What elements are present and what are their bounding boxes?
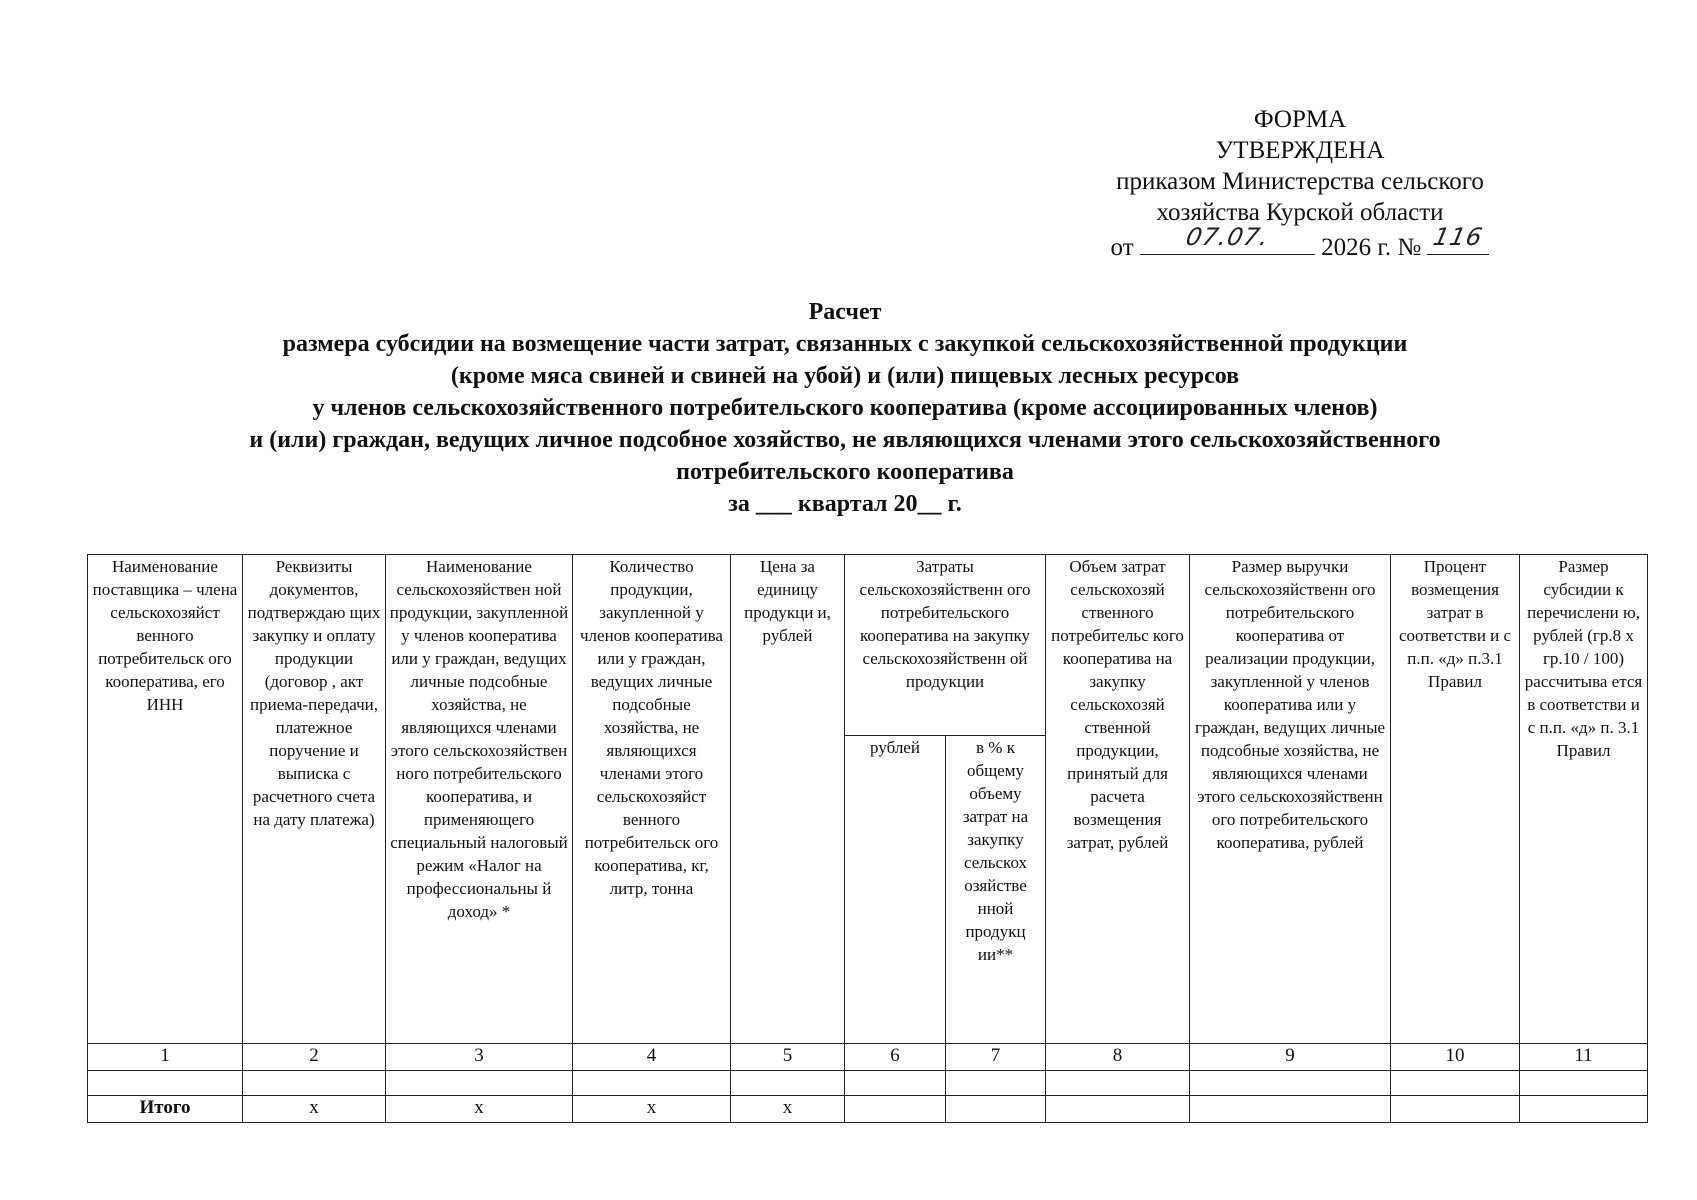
table-cell[interactable]: [1391, 1071, 1520, 1096]
approval-order-line: приказом Министерства сельского: [1116, 168, 1484, 195]
date-handwritten: 07.07.: [1183, 223, 1272, 251]
table-cell[interactable]: [731, 1071, 845, 1096]
subsidy-calculation-table: [87, 554, 1648, 1123]
column-number: 5: [731, 1044, 845, 1071]
document-title: [60, 296, 1630, 520]
table-cell[interactable]: [573, 1071, 731, 1096]
header-row-1: [88, 555, 1648, 736]
approval-stamp: [1080, 104, 1520, 263]
order-number-handwritten: 116: [1431, 223, 1486, 251]
header-costs-percent: в % к общему объему затрат на закупку сельскох озяйстве нной продукц ии**: [946, 736, 1046, 1044]
column-number: 11: [1520, 1044, 1648, 1071]
total-cell: x: [731, 1096, 845, 1123]
column-number: 2: [243, 1044, 386, 1071]
table-cell[interactable]: [1520, 1071, 1648, 1096]
total-cell: x: [243, 1096, 386, 1123]
header-costs-accepted: Объем затрат сельскохозяй ственного потребительс кого кооператива на закупку сельскохозяй ственной продукции, принятый для расчета возмещения затрат, рублей: [1046, 555, 1190, 1044]
table-cell[interactable]: [946, 1071, 1046, 1096]
approval-date-line: [1080, 223, 1520, 263]
header-supplier: Наименование поставщика – члена сельскохозяйст венного потребительск ого кооператива, его ИНН: [88, 555, 243, 1044]
date-field: [1140, 223, 1315, 255]
header-costs-rubles: рублей: [845, 736, 946, 1044]
total-cell[interactable]: [1046, 1096, 1190, 1123]
title-line-1: Расчет: [808, 299, 882, 325]
order-number-field: [1427, 223, 1489, 255]
approval-form-label: ФОРМА: [1253, 106, 1347, 133]
total-cell[interactable]: [1391, 1096, 1520, 1123]
header-product-name: Наименование сельскохозяйствен ной продукции, закупленной у членов кооператива или у граждан, ведущих личные подсобные хозяйства, не являющихся членами этого сельскохозяйствен ного потребительского кооператива, и применяющего специальный налоговый режим «Налог на профессиональны й доход» *: [386, 555, 573, 1044]
table-cell[interactable]: [845, 1071, 946, 1096]
total-cell: x: [386, 1096, 573, 1123]
title-line-5: и (или) граждан, ведущих личное подсобное хозяйство, не являющихся членами этого сельскохозяйственного: [249, 427, 1441, 453]
title-line-4: у членов сельскохозяйственного потребительского кооператива (кроме ассоциированных членов): [312, 395, 1378, 421]
title-line-7: за ___ квартал 20__ г.: [728, 491, 962, 517]
header-costs-group: Затраты сельскохозяйственн ого потребительского кооператива на закупку сельскохозяйственн ой продукции: [845, 555, 1046, 736]
column-number: 1: [88, 1044, 243, 1071]
table-cell[interactable]: [1190, 1071, 1391, 1096]
table-cell[interactable]: [1046, 1071, 1190, 1096]
header-documents: Реквизиты документов, подтверждаю щих закупку и оплату продукции (договор , акт приема-передачи, платежное поручение и выписка с расчетного счета на дату платежа): [243, 555, 386, 1044]
table-cell[interactable]: [386, 1071, 573, 1096]
total-cell[interactable]: [1520, 1096, 1648, 1123]
column-number: 7: [946, 1044, 1046, 1071]
column-number: 6: [845, 1044, 946, 1071]
total-cell: x: [573, 1096, 731, 1123]
column-number: 3: [386, 1044, 573, 1071]
total-cell[interactable]: [946, 1096, 1046, 1123]
header-quantity: Количество продукции, закупленной у членов кооператива или у граждан, ведущих личные подсобные хозяйства, не являющихся членами этого сельскохозяйст венного потребительск ого кооператива, кг, литр, тонна: [573, 555, 731, 1044]
column-number-row: [88, 1044, 1648, 1071]
header-revenue: Размер выручки сельскохозяйственн ого потребительского кооператива от реализации продукции, закупленной у членов кооператива или у граждан, ведущих личные подсобные хозяйства, не являющихся членами этого сельскохозяйственн ого потребительского кооператива, рублей: [1190, 555, 1391, 1044]
approval-approved-label: УТВЕРЖДЕНА: [1215, 137, 1385, 164]
header-reimbursement-percent: Процент возмещения затрат в соответстви и с п.п. «д» п.3.1 Правил: [1391, 555, 1520, 1044]
total-row: [88, 1096, 1648, 1123]
header-subsidy-amount: Размер субсидии к перечислени ю, рублей (гр.8 х гр.10 / 100) рассчитыва ется в соответстви и с п.п. «д» п. 3.1 Правил: [1520, 555, 1648, 1044]
title-line-3: (кроме мяса свиней и свиней на убой) и (или) пищевых лесных ресурсов: [450, 363, 1240, 389]
approval-ministry-line: хозяйства Курской области: [1156, 199, 1444, 226]
total-cell[interactable]: [1190, 1096, 1391, 1123]
year-text: 2026 г. №: [1321, 234, 1422, 261]
date-prefix: от: [1110, 234, 1134, 261]
header-unit-price: Цена за единицу продукци и, рублей: [731, 555, 845, 1044]
total-cell[interactable]: [845, 1096, 946, 1123]
total-label: Итого: [88, 1096, 243, 1123]
data-row-empty: [88, 1071, 1648, 1096]
column-number: 9: [1190, 1044, 1391, 1071]
table-cell[interactable]: [243, 1071, 386, 1096]
title-line-2: размера субсидии на возмещение части затрат, связанных с закупкой сельскохозяйственной продукции: [282, 331, 1408, 357]
column-number: 4: [573, 1044, 731, 1071]
column-number: 10: [1391, 1044, 1520, 1071]
title-line-6: потребительского кооператива: [676, 459, 1014, 485]
column-number: 8: [1046, 1044, 1190, 1071]
table-cell[interactable]: [88, 1071, 243, 1096]
